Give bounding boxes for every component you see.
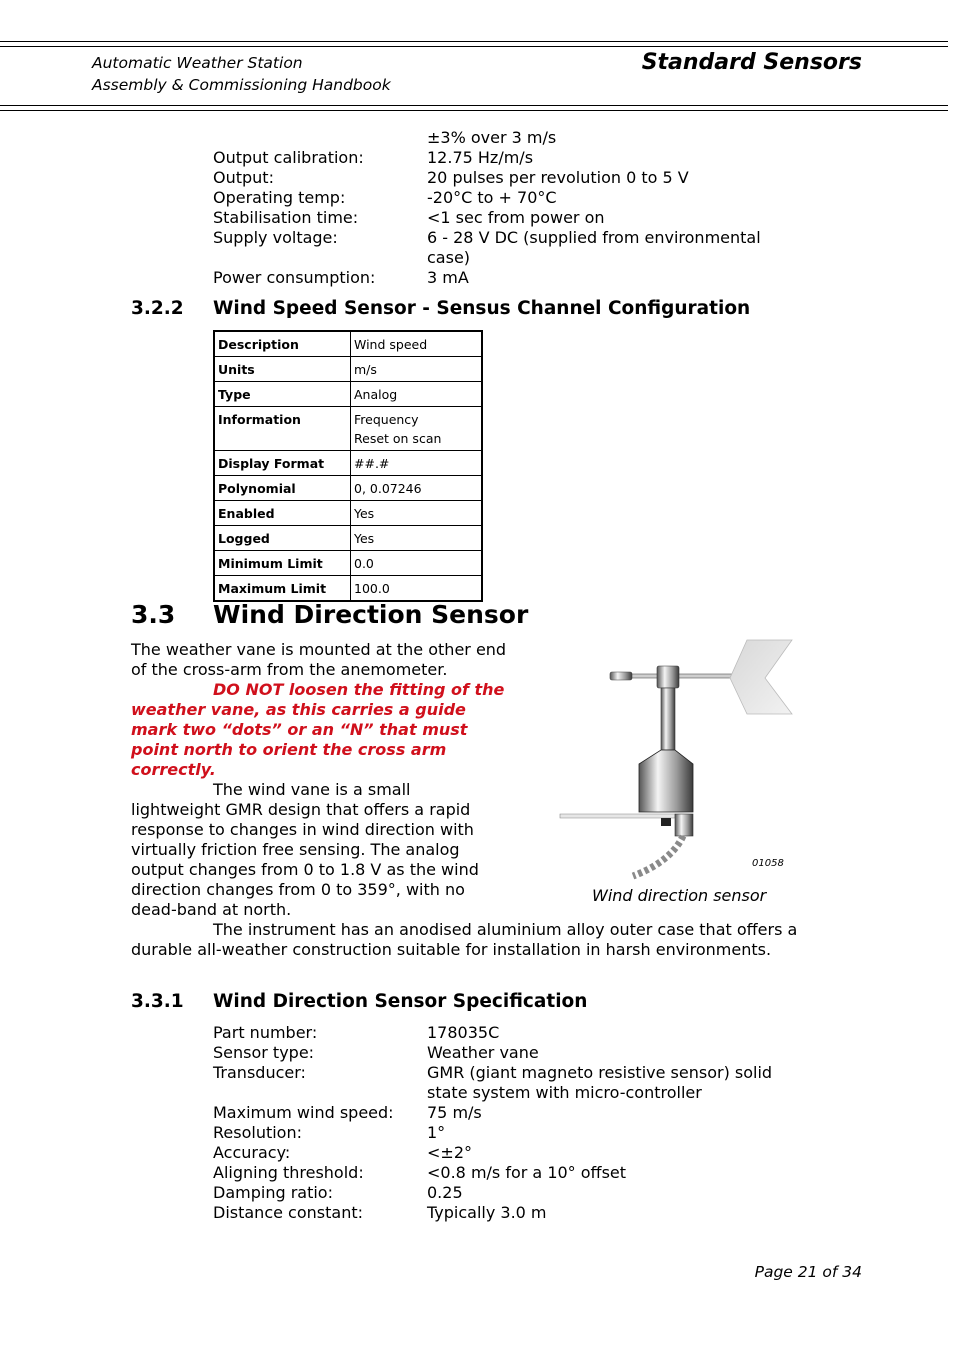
channel-config-table bbox=[213, 330, 483, 602]
table-row bbox=[214, 526, 482, 551]
table-row bbox=[214, 576, 482, 602]
construction-text: The instrument has an anodised aluminium alloy outer case that offers a durable all-weather construction suitable for installation in harsh environments. bbox=[131, 920, 798, 959]
spec-value: 6 - 28 V DC (supplied from environmental case) bbox=[427, 228, 761, 267]
intro-text: The weather vane is mounted at the other end of the cross-arm from the anemometer. bbox=[131, 640, 507, 679]
spec-value: 0.25 bbox=[427, 1183, 463, 1202]
section-title: Wind Direction Sensor bbox=[213, 600, 529, 629]
table-key: Information bbox=[214, 407, 351, 451]
table-row bbox=[214, 476, 482, 501]
cross-arm bbox=[560, 814, 675, 818]
spec-key: Damping ratio: bbox=[213, 1183, 333, 1202]
spec-row bbox=[213, 1143, 807, 1163]
table-value: Yes bbox=[351, 526, 483, 551]
table-row bbox=[214, 382, 482, 407]
table-value: Yes bbox=[351, 501, 483, 526]
section-number: 3.3.1 bbox=[131, 991, 184, 1012]
spec-row bbox=[213, 1023, 807, 1043]
table-key: Polynomial bbox=[214, 476, 351, 501]
table-value: 100.0 bbox=[351, 576, 483, 602]
paragraph-construction bbox=[131, 920, 831, 960]
description-text: The wind vane is a small lightweight GMR design that offers a rapid response to changes in wind direction with virtually friction free sensing. The analog output changes from 0 to 1.8 V as the wind direction changes from 0 to 359°, with no dead-band at north. bbox=[131, 780, 479, 919]
header-rule-bottom-2 bbox=[0, 110, 948, 111]
spec-row bbox=[213, 1043, 807, 1063]
header-rule-top-2 bbox=[0, 46, 948, 47]
wind-direction-sensor-figure bbox=[555, 632, 805, 882]
paragraph-description bbox=[131, 780, 503, 920]
table-key: Maximum Limit bbox=[214, 576, 351, 602]
spec-row bbox=[213, 1183, 807, 1203]
spec-key: Sensor type: bbox=[213, 1043, 315, 1062]
spec-row bbox=[213, 268, 807, 288]
table-value: m/s bbox=[351, 357, 483, 382]
table-row bbox=[214, 451, 482, 476]
figure-number: 01058 bbox=[752, 858, 784, 869]
header-line-1: Automatic Weather Station bbox=[92, 54, 303, 72]
table-row bbox=[214, 501, 482, 526]
page-number: Page 21 of 34 bbox=[754, 1263, 862, 1281]
spec-value: Typically 3.0 m bbox=[427, 1203, 547, 1222]
wind-speed-spec-list bbox=[213, 128, 807, 288]
spec-value: <1 sec from power on bbox=[427, 208, 605, 227]
wind-direction-spec-list bbox=[213, 1023, 807, 1223]
spec-key: Supply voltage: bbox=[213, 228, 338, 247]
table-key: Description bbox=[214, 331, 351, 357]
table-value: 0, 0.07246 bbox=[351, 476, 483, 501]
warning-text: DO NOT loosen the fitting of the weather vane, as this carries a guide mark two “dots” or an “N” that must point north to orient the cross arm correctly. bbox=[131, 680, 505, 779]
table-value-line: Frequency bbox=[354, 412, 419, 427]
spec-row bbox=[213, 1163, 807, 1183]
spec-value: <±2° bbox=[427, 1143, 472, 1162]
header-section-title: Standard Sensors bbox=[641, 50, 862, 75]
spec-row bbox=[213, 188, 807, 208]
header-rule-bottom-1 bbox=[0, 105, 948, 106]
spec-value: Weather vane bbox=[427, 1043, 539, 1062]
header-line-2: Assembly & Commissioning Handbook bbox=[92, 76, 391, 94]
vane-shaft bbox=[661, 688, 675, 750]
table-key: Type bbox=[214, 382, 351, 407]
table-value bbox=[351, 407, 483, 451]
spec-key: Part number: bbox=[213, 1023, 318, 1042]
table-value: Analog bbox=[351, 382, 483, 407]
spec-row bbox=[213, 128, 807, 148]
spec-key: Power consumption: bbox=[213, 268, 376, 287]
spec-row bbox=[213, 148, 807, 168]
section-number: 3.2.2 bbox=[131, 298, 184, 319]
table-value-line: Reset on scan bbox=[354, 431, 442, 446]
section-heading-3-3 bbox=[131, 600, 528, 629]
spec-row bbox=[213, 1103, 807, 1123]
spec-key: Distance constant: bbox=[213, 1203, 363, 1222]
paragraph-intro bbox=[131, 640, 516, 780]
spec-key: Maximum wind speed: bbox=[213, 1103, 394, 1122]
spec-key: Aligning threshold: bbox=[213, 1163, 364, 1182]
table-row bbox=[214, 551, 482, 576]
table-row bbox=[214, 331, 482, 357]
spec-row bbox=[213, 1203, 807, 1223]
spec-row bbox=[213, 168, 807, 188]
section-title: Wind Direction Sensor Specification bbox=[213, 991, 588, 1012]
spec-value: GMR (giant magneto resistive sensor) solid state system with micro-controller bbox=[427, 1063, 773, 1102]
spec-value: ±3% over 3 m/s bbox=[427, 128, 557, 147]
header-document-title bbox=[92, 52, 391, 96]
table-row bbox=[214, 407, 482, 451]
spec-key: Transducer: bbox=[213, 1063, 306, 1082]
spec-value: <0.8 m/s for a 10° offset bbox=[427, 1163, 627, 1182]
spec-value: 12.75 Hz/m/s bbox=[427, 148, 534, 167]
sensor-body bbox=[639, 750, 693, 812]
spec-key: Stabilisation time: bbox=[213, 208, 359, 227]
mount-clamp bbox=[661, 818, 671, 826]
spec-row bbox=[213, 1123, 807, 1143]
table-key: Display Format bbox=[214, 451, 351, 476]
table-row bbox=[214, 357, 482, 382]
spec-key: Operating temp: bbox=[213, 188, 346, 207]
table-key: Logged bbox=[214, 526, 351, 551]
section-number: 3.3 bbox=[131, 600, 176, 629]
spec-key bbox=[213, 128, 427, 148]
spec-value: 3 mA bbox=[427, 268, 469, 287]
spec-value: 178035C bbox=[427, 1023, 500, 1042]
table-key: Enabled bbox=[214, 501, 351, 526]
vane-tail-fin bbox=[730, 640, 792, 714]
spec-row bbox=[213, 208, 807, 228]
spec-row bbox=[213, 228, 807, 268]
table-key: Units bbox=[214, 357, 351, 382]
spec-row bbox=[213, 1063, 807, 1103]
spec-key: Resolution: bbox=[213, 1123, 302, 1142]
sensor-cable bbox=[633, 836, 683, 876]
spec-key: Output calibration: bbox=[213, 148, 364, 167]
table-value: 0.0 bbox=[351, 551, 483, 576]
spec-value: 75 m/s bbox=[427, 1103, 482, 1122]
table-value: ##.# bbox=[351, 451, 483, 476]
section-heading-3-2-2 bbox=[131, 298, 750, 319]
table-value: Wind speed bbox=[351, 331, 483, 357]
spec-key: Accuracy: bbox=[213, 1143, 291, 1162]
header-rule-top-1 bbox=[0, 41, 948, 42]
spec-key: Output: bbox=[213, 168, 274, 187]
spec-value: 20 pulses per revolution 0 to 5 V bbox=[427, 168, 689, 187]
section-heading-3-3-1 bbox=[131, 991, 587, 1012]
spec-value: 1° bbox=[427, 1123, 446, 1142]
table-key: Minimum Limit bbox=[214, 551, 351, 576]
figure-caption: Wind direction sensor bbox=[592, 886, 767, 905]
spec-value: -20°C to + 70°C bbox=[427, 188, 557, 207]
section-title: Wind Speed Sensor - Sensus Channel Configuration bbox=[213, 298, 751, 319]
connector bbox=[675, 814, 693, 836]
